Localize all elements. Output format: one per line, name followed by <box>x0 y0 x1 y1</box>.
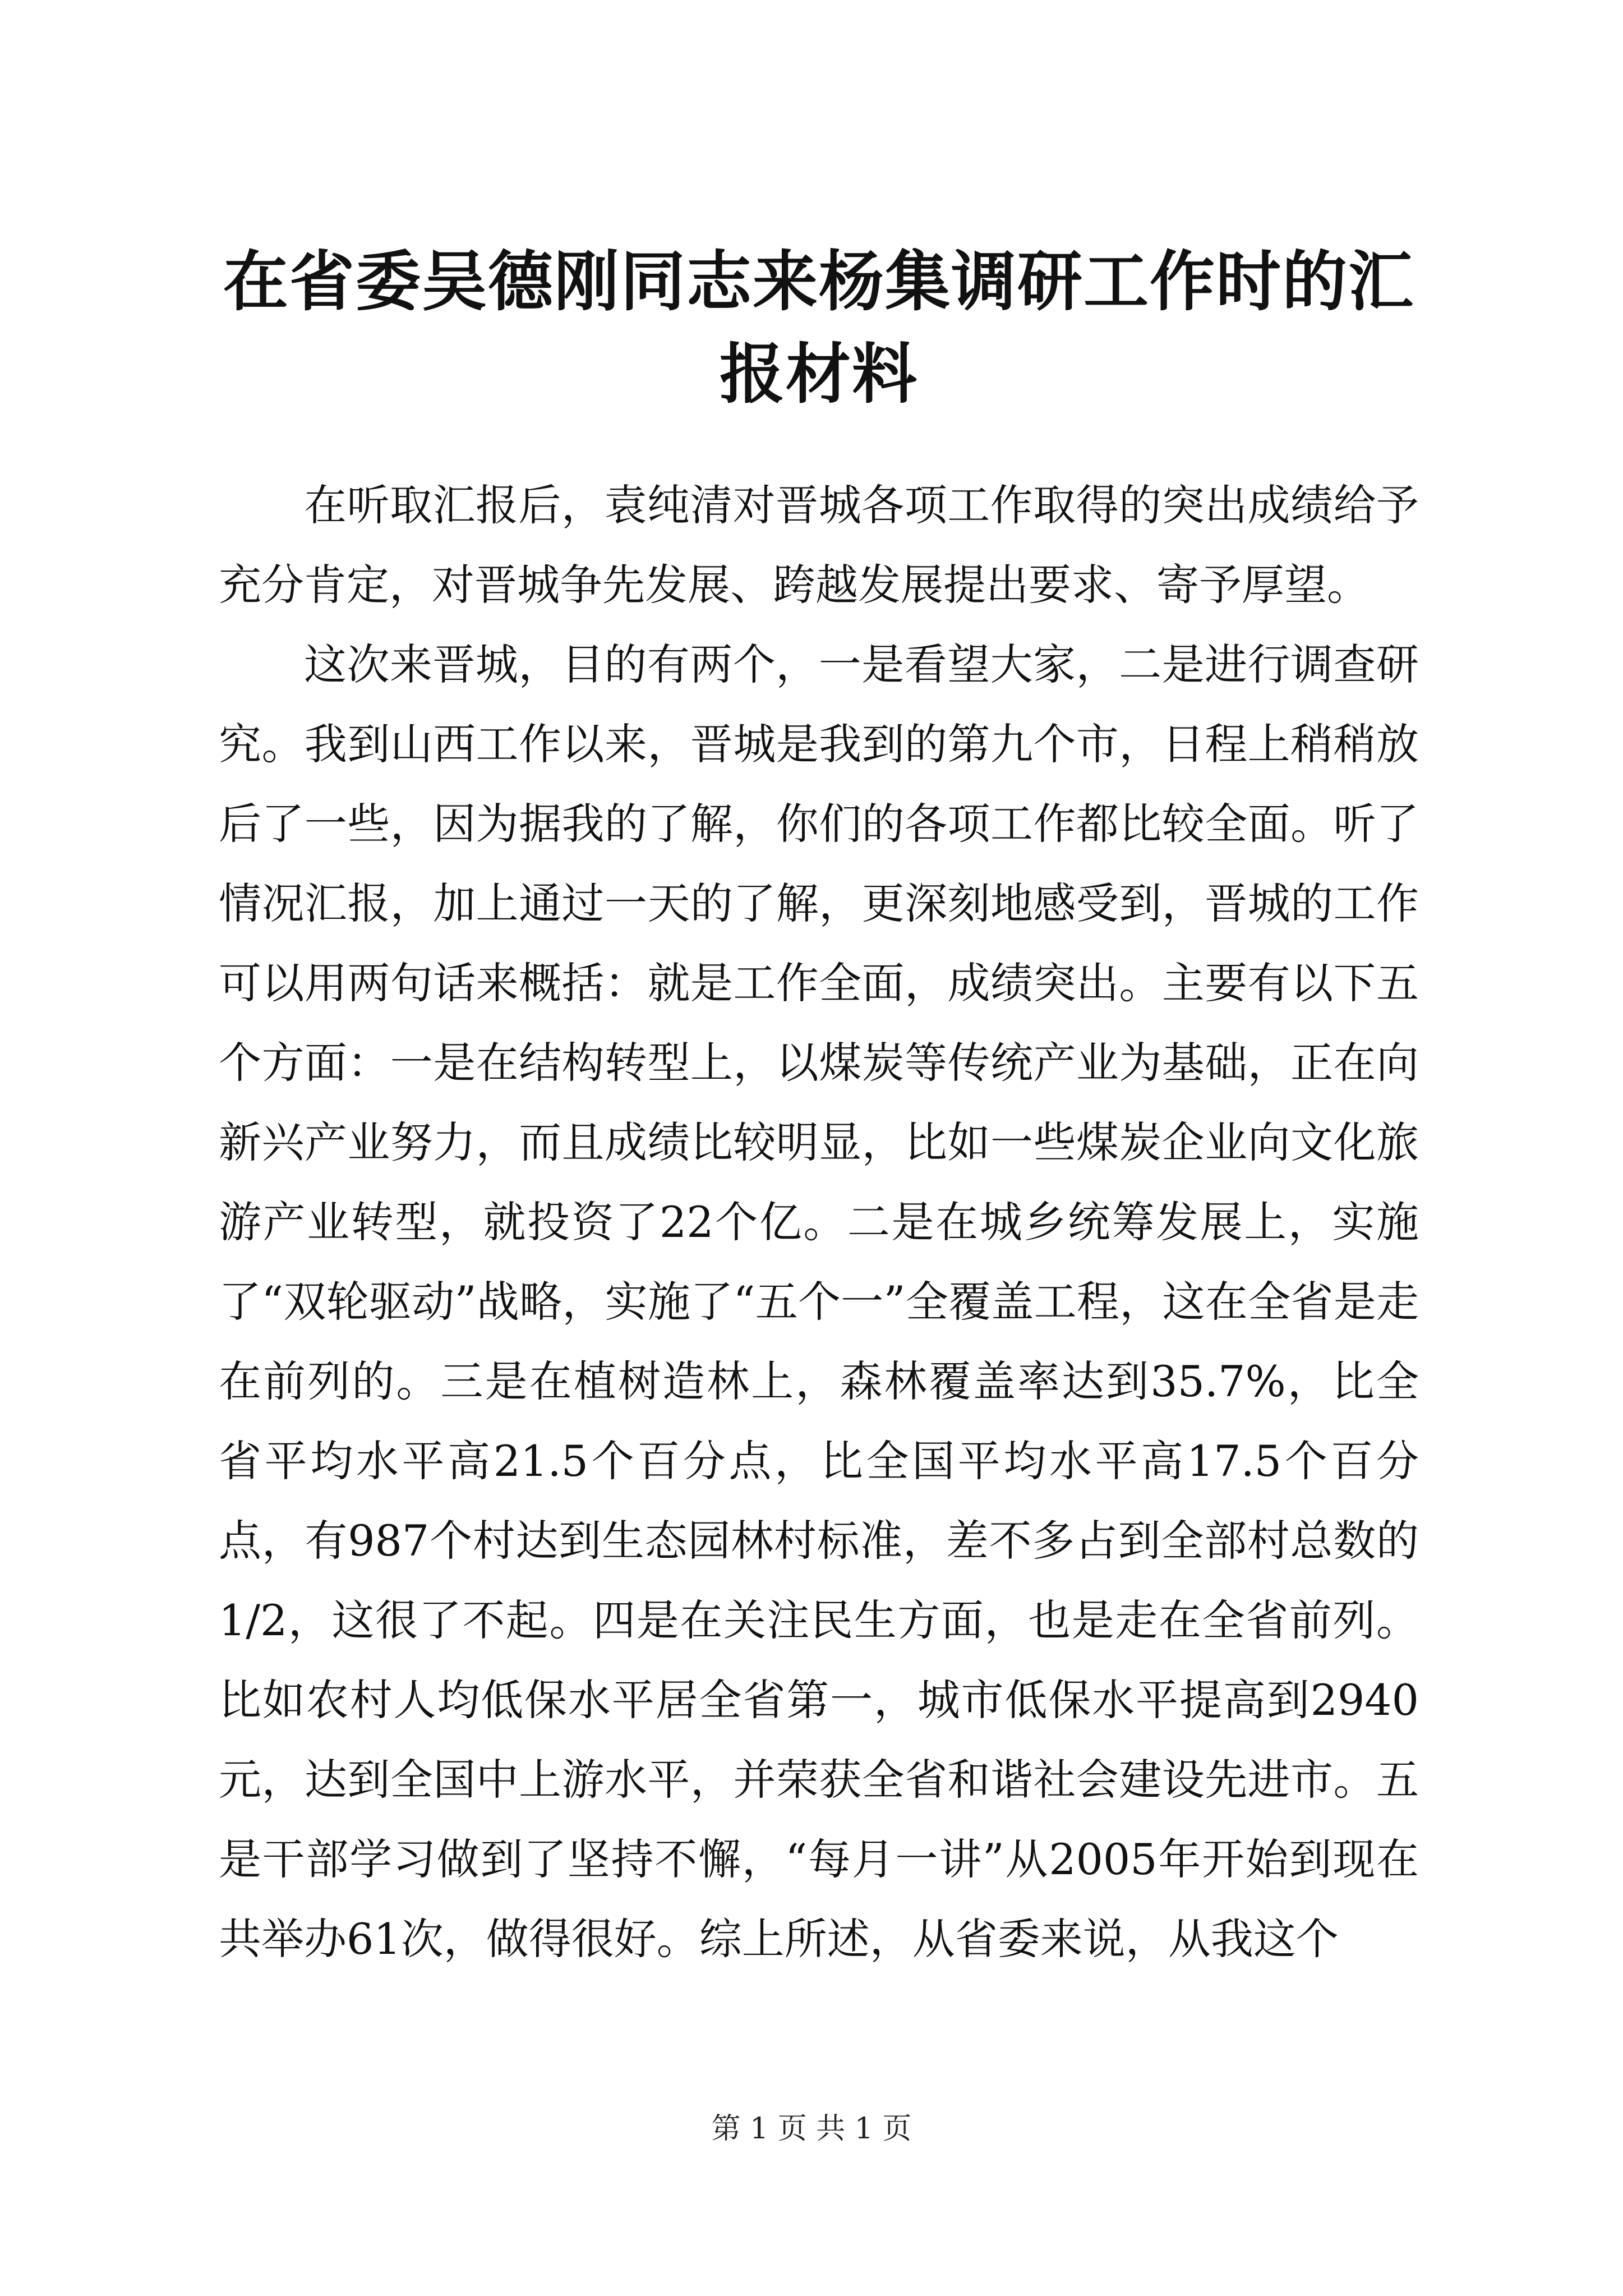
document-title: 在省委吴德刚同志来杨集调研工作时的汇报材料 <box>223 243 1414 412</box>
document-body <box>219 466 1419 1979</box>
paragraph-1: 在听取汇报后，袁纯清对晋城各项工作取得的突出成绩给予充分肯定，对晋城争先发展、跨越发展提出要求、寄予厚望。 <box>219 480 1419 610</box>
paragraph-2: 这次来晋城，目的有两个，一是看望大家，二是进行调查研究。我到山西工作以来，晋城是我到的第九个市，日程上稍稍放后了一些，因为据我的了解，你们的各项工作都比较全面。听了情况汇报，加上通过一天的了解，更深刻地感受到，晋城的工作可以用两句话来概括：就是工作全面，成绩突出。主要有以下五个方面：一是在结构转型上，以煤炭等传统产业为基础，正在向新兴产业努力，而且成绩比较明显，比如一些煤炭企业向文化旅游产业转型，就投资了22个亿。二是在城乡统筹发展上，实施了“双轮驱动”战略，实施了“五个一”全覆盖工程，这在全省是走在前列的。三是在植树造林上，森林覆盖率达到35.7%，比全省平均水平高21.5个百分点，比全国平均水平高17.5个百分点，有987个村达到生态园林村标准，差不多占到全部村总数的1/2，这很了不起。四是在关注民生方面，也是走在全省前列。比如农村人均低保水平居全省第一，城市低保水平提高到2940元，达到全国中上游水平，并荣获全省和谐社会建设先进市。五是干部学习做到了坚持不懈，“每月一讲”从2005年开始到现在共举办61次，做得很好。综上所述，从省委来说，从我这个 <box>219 639 1419 1964</box>
page-footer: 第 1 页 共 1 页 <box>711 2112 912 2146</box>
